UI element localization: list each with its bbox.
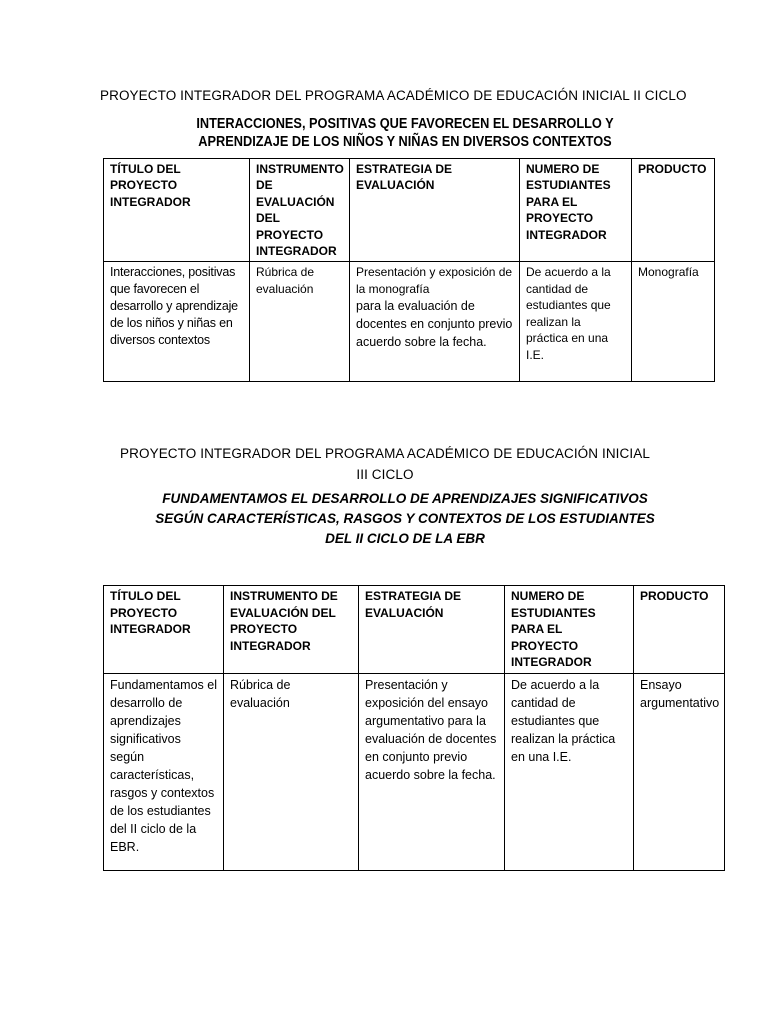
cell-numero: De acuerdo a la cantidad de estudiantes que realizan la práctica en una I.E. <box>520 262 632 382</box>
header-estrategia: ESTRATEGIA DE EVALUACIÓN <box>350 159 520 262</box>
section1-title-line2: APRENDIZAJE DE LOS NIÑOS Y NIÑAS EN DIVERSOS CONTEXTOS <box>198 134 612 150</box>
header-instrumento: INSTRUMENTO DE EVALUACIÓN DEL PROYECTO INTEGRADOR <box>224 586 359 674</box>
header-estrategia: ESTRATEGIA DE EVALUACIÓN <box>359 586 505 674</box>
cell-producto: Ensayo argumentativo <box>634 673 725 870</box>
header-titulo: TÍTULO DEL PROYECTO INTEGRADOR <box>104 159 250 262</box>
cell-estrategia-line1: Presentación y exposición de la monografía <box>356 265 513 296</box>
cell-numero: De acuerdo a la cantidad de estudiantes que realizan la práctica en una I.E. <box>505 673 634 870</box>
section2-title: FUNDAMENTAMOS EL DESARROLLO DE APRENDIZAJES SIGNIFICATIVOS SEGÚN CARACTERÍSTICAS, RASGOS Y CONTEXTOS DE LOS ESTUDIANTES DEL II CICLO DE LA EBR <box>155 491 655 546</box>
table-row <box>104 262 715 382</box>
cell-instrumento: Rúbrica de evaluación <box>224 673 359 870</box>
cell-titulo: Interacciones, positivas que favorecen el desarrollo y aprendizaje de los niños y niñas en diversos contextos <box>104 262 250 382</box>
section1-heading: PROYECTO INTEGRADOR DEL PROGRAMA ACADÉMICO DE EDUCACIÓN INICIAL II CICLO <box>100 88 687 103</box>
table-row <box>104 673 725 870</box>
section2-heading: PROYECTO INTEGRADOR DEL PROGRAMA ACADÉMICO DE EDUCACIÓN INICIAL III CICLO <box>120 446 650 482</box>
header-producto: PRODUCTO <box>632 159 715 262</box>
header-numero: NUMERO DE ESTUDIANTES PARA EL PROYECTO INTEGRADOR <box>520 159 632 262</box>
header-producto: PRODUCTO <box>634 586 725 674</box>
table-header-row <box>104 159 715 262</box>
cell-titulo: Fundamentamos el desarrollo de aprendizajes significativos según características, rasgos y contextos de los estudiantes del II ciclo de la EBR. <box>104 673 224 870</box>
cell-estrategia <box>350 262 520 382</box>
section2-table <box>103 585 725 871</box>
cell-estrategia-line2: para la evaluación de docentes en conjunto previo acuerdo sobre la fecha. <box>356 299 513 350</box>
cell-estrategia: Presentación y exposición del ensayo argumentativo para la evaluación de docentes en conjunto previo acuerdo sobre la fecha. <box>359 673 505 870</box>
header-titulo: TÍTULO DEL PROYECTO INTEGRADOR <box>104 586 224 674</box>
section1-title-line1: INTERACCIONES, POSITIVAS QUE FAVORECEN EL DESARROLLO Y <box>196 116 614 132</box>
cell-producto: Monografía <box>632 262 715 382</box>
section1-title <box>181 115 630 151</box>
cell-instrumento: Rúbrica de evaluación <box>250 262 350 382</box>
section1-table <box>103 158 715 382</box>
table-header-row <box>104 586 725 674</box>
header-numero: NUMERO DE ESTUDIANTES PARA EL PROYECTO INTEGRADOR <box>505 586 634 674</box>
header-instrumento: INSTRUMENTO DE EVALUACIÓN DEL PROYECTO INTEGRADOR <box>250 159 350 262</box>
